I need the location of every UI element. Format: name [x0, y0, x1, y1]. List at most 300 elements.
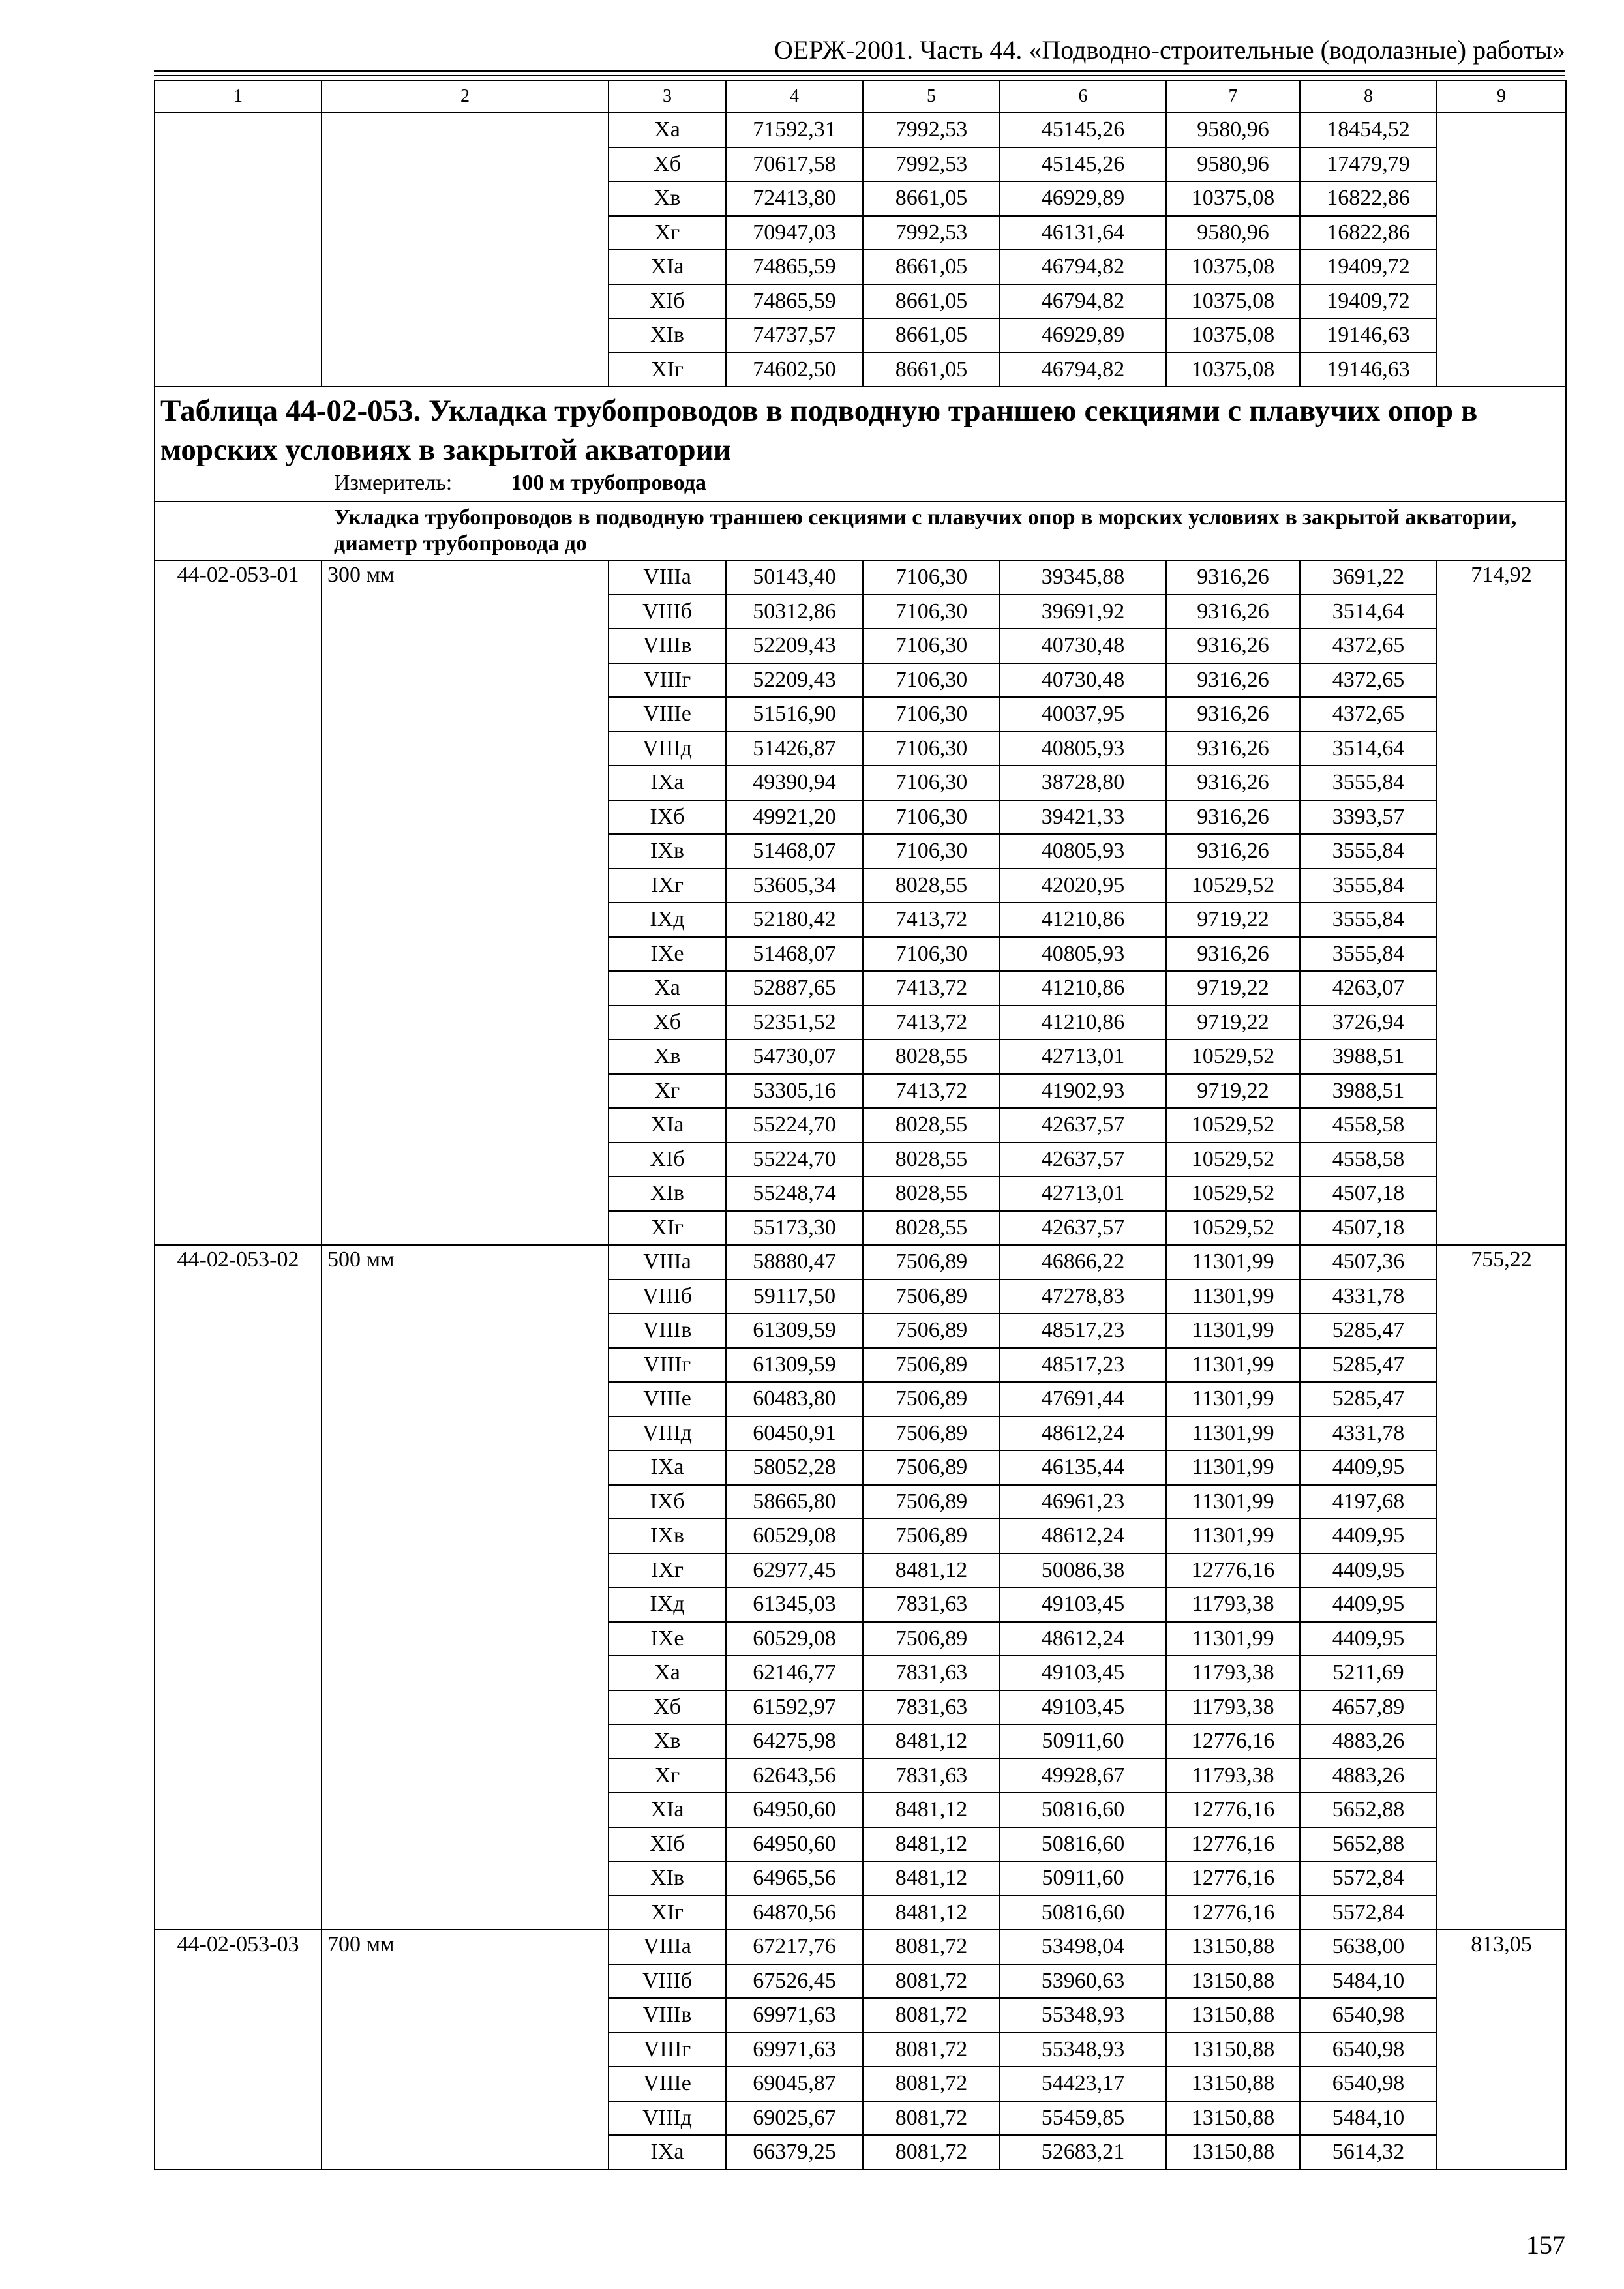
machines-cost-cell: 48612,24	[1000, 1416, 1166, 1451]
zone-cell: IXб	[609, 800, 726, 835]
table-title-cell	[155, 387, 1566, 501]
labor-cost-cell: 8661,05	[863, 318, 1000, 353]
extra-cost-cell: 813,05	[1437, 1930, 1566, 2170]
direct-costs-cell: 64965,56	[726, 1861, 863, 1896]
labor-cost-cell: 7506,89	[863, 1279, 1000, 1314]
page-number: 157	[1526, 2230, 1565, 2260]
labor-cost-cell: 7413,72	[863, 1074, 1000, 1109]
labor-cost-cell: 7106,30	[863, 663, 1000, 698]
materials-cost-cell: 5614,32	[1300, 2135, 1437, 2170]
materials-cost-cell: 18454,52	[1300, 113, 1437, 147]
zone-cell: VIIIд	[609, 1416, 726, 1451]
zone-cell: VIIIд	[609, 2101, 726, 2136]
column-number: 3	[609, 80, 726, 113]
operators-wage-cell: 11301,99	[1166, 1279, 1300, 1314]
labor-cost-cell: 8028,55	[863, 1176, 1000, 1211]
materials-cost-cell: 4331,78	[1300, 1279, 1437, 1314]
direct-costs-cell: 62643,56	[726, 1759, 863, 1793]
zone-cell: VIIIб	[609, 595, 726, 629]
zone-cell: Xб	[609, 1006, 726, 1040]
zone-cell: XIa	[609, 1793, 726, 1827]
materials-cost-cell: 5211,69	[1300, 1656, 1437, 1690]
labor-cost-cell: 8028,55	[863, 1040, 1000, 1074]
direct-costs-cell: 70947,03	[726, 216, 863, 250]
labor-cost-cell: 8028,55	[863, 1108, 1000, 1143]
machines-cost-cell: 39691,92	[1000, 595, 1166, 629]
extra-cost-cell: 755,22	[1437, 1245, 1566, 1930]
zone-cell: VIIIa	[609, 1930, 726, 1964]
direct-costs-cell: 58052,28	[726, 1450, 863, 1485]
zone-cell: Xв	[609, 181, 726, 216]
direct-costs-cell: 53305,16	[726, 1074, 863, 1109]
materials-cost-cell: 3555,84	[1300, 869, 1437, 903]
operators-wage-cell: 9316,26	[1166, 937, 1300, 972]
machines-cost-cell: 53498,04	[1000, 1930, 1166, 1964]
labor-cost-cell: 7831,63	[863, 1759, 1000, 1793]
direct-costs-cell: 70617,58	[726, 147, 863, 182]
operators-wage-cell: 13150,88	[1166, 2101, 1300, 2136]
direct-costs-cell: 69971,63	[726, 2033, 863, 2067]
machines-cost-cell: 46794,82	[1000, 284, 1166, 319]
machines-cost-cell: 46866,22	[1000, 1245, 1166, 1279]
machines-cost-cell: 46929,89	[1000, 318, 1166, 353]
machines-cost-cell: 40730,48	[1000, 629, 1166, 663]
machines-cost-cell: 48517,23	[1000, 1348, 1166, 1383]
running-header: ОЕРЖ-2001. Часть 44. «Подводно-строительные (водолазные) работы»	[774, 35, 1565, 65]
direct-costs-cell: 61309,59	[726, 1348, 863, 1383]
zone-cell: IXд	[609, 903, 726, 937]
zone-cell: IXв	[609, 1519, 726, 1553]
direct-costs-cell: 49390,94	[726, 766, 863, 800]
operators-wage-cell: 11301,99	[1166, 1416, 1300, 1451]
direct-costs-cell: 59117,50	[726, 1279, 863, 1314]
operators-wage-cell: 12776,16	[1166, 1827, 1300, 1862]
operators-wage-cell: 9719,22	[1166, 903, 1300, 937]
machines-cost-cell: 46794,82	[1000, 353, 1166, 387]
materials-cost-cell: 5285,47	[1300, 1313, 1437, 1348]
direct-costs-cell: 61309,59	[726, 1313, 863, 1348]
direct-costs-cell: 69025,67	[726, 2101, 863, 2136]
labor-cost-cell: 8081,72	[863, 2101, 1000, 2136]
direct-costs-cell: 71592,31	[726, 113, 863, 147]
machines-cost-cell: 50816,60	[1000, 1793, 1166, 1827]
machines-cost-cell: 46794,82	[1000, 250, 1166, 284]
section-heading-row	[155, 501, 1566, 560]
direct-costs-cell: 74737,57	[726, 318, 863, 353]
labor-cost-cell: 8481,12	[863, 1793, 1000, 1827]
machines-cost-cell: 47278,83	[1000, 1279, 1166, 1314]
labor-cost-cell: 7506,89	[863, 1450, 1000, 1485]
operators-wage-cell: 9580,96	[1166, 113, 1300, 147]
labor-cost-cell: 8661,05	[863, 250, 1000, 284]
operators-wage-cell: 11301,99	[1166, 1450, 1300, 1485]
operators-wage-cell: 9316,26	[1166, 800, 1300, 835]
labor-cost-cell: 8481,12	[863, 1861, 1000, 1896]
labor-cost-cell: 8661,05	[863, 181, 1000, 216]
labor-cost-cell: 7413,72	[863, 971, 1000, 1006]
operators-wage-cell: 13150,88	[1166, 1930, 1300, 1964]
zone-cell: Xг	[609, 1074, 726, 1109]
machines-cost-cell: 40805,93	[1000, 937, 1166, 972]
labor-cost-cell: 7106,30	[863, 834, 1000, 869]
operators-wage-cell: 9719,22	[1166, 971, 1300, 1006]
materials-cost-cell: 3691,22	[1300, 560, 1437, 595]
operators-wage-cell: 12776,16	[1166, 1793, 1300, 1827]
operators-wage-cell: 10529,52	[1166, 1040, 1300, 1074]
measure-unit-line	[334, 470, 1560, 497]
direct-costs-cell: 67526,45	[726, 1964, 863, 1999]
rates-table	[154, 80, 1567, 2170]
materials-cost-cell: 17479,79	[1300, 147, 1437, 182]
code-cell: 44-02-053-02	[155, 1245, 322, 1930]
measure-unit: 100 м трубопровода	[511, 471, 707, 495]
machines-cost-cell: 46929,89	[1000, 181, 1166, 216]
direct-costs-cell: 51468,07	[726, 937, 863, 972]
labor-cost-cell: 7413,72	[863, 1006, 1000, 1040]
table-title: Таблица 44-02-053. Укладка трубопроводов в подводную траншею секциями с плавучих опор в морских условиях в закрытой акватории	[160, 394, 1478, 467]
zone-cell: IXв	[609, 834, 726, 869]
machines-cost-cell: 45145,26	[1000, 147, 1166, 182]
materials-cost-cell: 3514,64	[1300, 595, 1437, 629]
operators-wage-cell: 11793,38	[1166, 1656, 1300, 1690]
materials-cost-cell: 5652,88	[1300, 1793, 1437, 1827]
labor-cost-cell: 7506,89	[863, 1313, 1000, 1348]
zone-cell: Xв	[609, 1724, 726, 1759]
labor-cost-cell: 8028,55	[863, 869, 1000, 903]
labor-cost-cell: 8081,72	[863, 1998, 1000, 2033]
zone-cell: Xa	[609, 971, 726, 1006]
operators-wage-cell: 11301,99	[1166, 1485, 1300, 1519]
operators-wage-cell: 12776,16	[1166, 1724, 1300, 1759]
materials-cost-cell: 5572,84	[1300, 1861, 1437, 1896]
labor-cost-cell: 8481,12	[863, 1827, 1000, 1862]
machines-cost-cell: 40037,95	[1000, 697, 1166, 732]
direct-costs-cell: 54730,07	[726, 1040, 863, 1074]
materials-cost-cell: 4409,95	[1300, 1450, 1437, 1485]
materials-cost-cell: 5484,10	[1300, 1964, 1437, 1999]
labor-cost-cell: 7506,89	[863, 1348, 1000, 1383]
machines-cost-cell: 49103,45	[1000, 1656, 1166, 1690]
machines-cost-cell: 47691,44	[1000, 1382, 1166, 1416]
direct-costs-cell: 60483,80	[726, 1382, 863, 1416]
labor-cost-cell: 7992,53	[863, 147, 1000, 182]
materials-cost-cell: 3988,51	[1300, 1040, 1437, 1074]
direct-costs-cell: 55224,70	[726, 1143, 863, 1177]
materials-cost-cell: 6540,98	[1300, 2033, 1437, 2067]
measure-label: Измеритель:	[334, 471, 453, 495]
labor-cost-cell: 7106,30	[863, 629, 1000, 663]
direct-costs-cell: 60450,91	[726, 1416, 863, 1451]
operators-wage-cell: 9719,22	[1166, 1006, 1300, 1040]
materials-cost-cell: 3555,84	[1300, 766, 1437, 800]
direct-costs-cell: 49921,20	[726, 800, 863, 835]
zone-cell: Xa	[609, 1656, 726, 1690]
direct-costs-cell: 52209,43	[726, 663, 863, 698]
machines-cost-cell: 42637,57	[1000, 1108, 1166, 1143]
materials-cost-cell: 3988,51	[1300, 1074, 1437, 1109]
operators-wage-cell: 9316,26	[1166, 560, 1300, 595]
direct-costs-cell: 55248,74	[726, 1176, 863, 1211]
machines-cost-cell: 48517,23	[1000, 1313, 1166, 1348]
zone-cell: VIIIд	[609, 732, 726, 766]
direct-costs-cell: 61592,97	[726, 1690, 863, 1725]
materials-cost-cell: 4372,65	[1300, 663, 1437, 698]
column-number: 4	[726, 80, 863, 113]
machines-cost-cell: 46135,44	[1000, 1450, 1166, 1485]
materials-cost-cell: 5638,00	[1300, 1930, 1437, 1964]
operators-wage-cell: 11301,99	[1166, 1382, 1300, 1416]
direct-costs-cell: 55224,70	[726, 1108, 863, 1143]
direct-costs-cell: 64950,60	[726, 1793, 863, 1827]
labor-cost-cell: 8661,05	[863, 284, 1000, 319]
labor-cost-cell: 8481,12	[863, 1896, 1000, 1930]
direct-costs-cell: 60529,08	[726, 1622, 863, 1656]
operators-wage-cell: 9316,26	[1166, 663, 1300, 698]
operators-wage-cell: 10529,52	[1166, 1108, 1300, 1143]
machines-cost-cell: 48612,24	[1000, 1622, 1166, 1656]
zone-cell: Xб	[609, 1690, 726, 1725]
direct-costs-cell: 52180,42	[726, 903, 863, 937]
operators-wage-cell: 10375,08	[1166, 181, 1300, 216]
materials-cost-cell: 3555,84	[1300, 834, 1437, 869]
name-cell	[322, 113, 609, 387]
machines-cost-cell: 49103,45	[1000, 1690, 1166, 1725]
zone-cell: VIIIв	[609, 1313, 726, 1348]
machines-cost-cell: 41902,93	[1000, 1074, 1166, 1109]
zone-cell: XIг	[609, 353, 726, 387]
labor-cost-cell: 7506,89	[863, 1519, 1000, 1553]
zone-cell: VIIIв	[609, 1998, 726, 2033]
zone-cell: IXд	[609, 1587, 726, 1622]
direct-costs-cell: 67217,76	[726, 1930, 863, 1964]
direct-costs-cell: 51426,87	[726, 732, 863, 766]
materials-cost-cell: 6540,98	[1300, 2067, 1437, 2101]
zone-cell: XIa	[609, 250, 726, 284]
zone-cell: IXе	[609, 937, 726, 972]
operators-wage-cell: 10529,52	[1166, 1211, 1300, 1246]
direct-costs-cell: 74865,59	[726, 250, 863, 284]
machines-cost-cell: 46131,64	[1000, 216, 1166, 250]
operators-wage-cell: 12776,16	[1166, 1861, 1300, 1896]
materials-cost-cell: 3514,64	[1300, 732, 1437, 766]
direct-costs-cell: 72413,80	[726, 181, 863, 216]
direct-costs-cell: 51468,07	[726, 834, 863, 869]
direct-costs-cell: 61345,03	[726, 1587, 863, 1622]
name-cell: 700 мм	[322, 1930, 609, 2170]
zone-cell: XIв	[609, 318, 726, 353]
materials-cost-cell: 4263,07	[1300, 971, 1437, 1006]
direct-costs-cell: 58665,80	[726, 1485, 863, 1519]
labor-cost-cell: 8481,12	[863, 1553, 1000, 1588]
operators-wage-cell: 11793,38	[1166, 1690, 1300, 1725]
labor-cost-cell: 8028,55	[863, 1143, 1000, 1177]
materials-cost-cell: 6540,98	[1300, 1998, 1437, 2033]
table-row	[155, 1930, 1566, 1964]
zone-cell: VIIIе	[609, 2067, 726, 2101]
operators-wage-cell: 11301,99	[1166, 1348, 1300, 1383]
materials-cost-cell: 4883,26	[1300, 1724, 1437, 1759]
labor-cost-cell: 8081,72	[863, 2033, 1000, 2067]
zone-cell: Xa	[609, 113, 726, 147]
zone-cell: Xв	[609, 1040, 726, 1074]
machines-cost-cell: 42713,01	[1000, 1040, 1166, 1074]
machines-cost-cell: 42713,01	[1000, 1176, 1166, 1211]
materials-cost-cell: 19409,72	[1300, 284, 1437, 319]
section-heading: Укладка трубопроводов в подводную траншею секциями с плавучих опор в морских условиях в закрытой акватории, диаметр трубопровода до	[155, 501, 1566, 560]
operators-wage-cell: 10375,08	[1166, 353, 1300, 387]
code-cell: 44-02-053-01	[155, 560, 322, 1245]
column-number: 9	[1437, 80, 1566, 113]
table-row	[155, 1245, 1566, 1279]
machines-cost-cell: 42020,95	[1000, 869, 1166, 903]
labor-cost-cell: 7506,89	[863, 1416, 1000, 1451]
machines-cost-cell: 50816,60	[1000, 1827, 1166, 1862]
materials-cost-cell: 3555,84	[1300, 937, 1437, 972]
direct-costs-cell: 64275,98	[726, 1724, 863, 1759]
zone-cell: VIIIб	[609, 1279, 726, 1314]
zone-cell: XIв	[609, 1861, 726, 1896]
labor-cost-cell: 7831,63	[863, 1656, 1000, 1690]
extra-cost-cell: 714,92	[1437, 560, 1566, 1245]
operators-wage-cell: 10375,08	[1166, 318, 1300, 353]
materials-cost-cell: 5652,88	[1300, 1827, 1437, 1862]
zone-cell: IXa	[609, 766, 726, 800]
zone-cell: IXг	[609, 1553, 726, 1588]
operators-wage-cell: 9580,96	[1166, 147, 1300, 182]
zone-cell: XIб	[609, 284, 726, 319]
column-number: 5	[863, 80, 1000, 113]
direct-costs-cell: 64870,56	[726, 1896, 863, 1930]
zone-cell: VIIIг	[609, 2033, 726, 2067]
operators-wage-cell: 11301,99	[1166, 1519, 1300, 1553]
table-body	[155, 80, 1566, 2170]
operators-wage-cell: 9316,26	[1166, 629, 1300, 663]
header-rule	[154, 75, 1565, 76]
machines-cost-cell: 41210,86	[1000, 971, 1166, 1006]
machines-cost-cell: 50086,38	[1000, 1553, 1166, 1588]
machines-cost-cell: 40805,93	[1000, 834, 1166, 869]
operators-wage-cell: 12776,16	[1166, 1553, 1300, 1588]
machines-cost-cell: 39345,88	[1000, 560, 1166, 595]
zone-cell: XIв	[609, 1176, 726, 1211]
materials-cost-cell: 4372,65	[1300, 629, 1437, 663]
labor-cost-cell: 7106,30	[863, 732, 1000, 766]
operators-wage-cell: 13150,88	[1166, 2033, 1300, 2067]
operators-wage-cell: 13150,88	[1166, 2067, 1300, 2101]
zone-cell: VIIIе	[609, 697, 726, 732]
direct-costs-cell: 50312,86	[726, 595, 863, 629]
zone-cell: IXе	[609, 1622, 726, 1656]
machines-cost-cell: 52683,21	[1000, 2135, 1166, 2170]
machines-cost-cell: 45145,26	[1000, 113, 1166, 147]
operators-wage-cell: 13150,88	[1166, 1964, 1300, 1999]
zone-cell: VIIIб	[609, 1964, 726, 1999]
direct-costs-cell: 52887,65	[726, 971, 863, 1006]
machines-cost-cell: 40730,48	[1000, 663, 1166, 698]
labor-cost-cell: 7506,89	[863, 1485, 1000, 1519]
operators-wage-cell: 9316,26	[1166, 766, 1300, 800]
zone-cell: Xг	[609, 216, 726, 250]
materials-cost-cell: 4197,68	[1300, 1485, 1437, 1519]
direct-costs-cell: 55173,30	[726, 1211, 863, 1246]
materials-cost-cell: 19146,63	[1300, 353, 1437, 387]
direct-costs-cell: 62977,45	[726, 1553, 863, 1588]
machines-cost-cell: 50911,60	[1000, 1724, 1166, 1759]
direct-costs-cell: 69971,63	[726, 1998, 863, 2033]
labor-cost-cell: 7106,30	[863, 560, 1000, 595]
zone-cell: XIa	[609, 1108, 726, 1143]
machines-cost-cell: 40805,93	[1000, 732, 1166, 766]
operators-wage-cell: 10529,52	[1166, 1176, 1300, 1211]
direct-costs-cell: 53605,34	[726, 869, 863, 903]
operators-wage-cell: 9580,96	[1166, 216, 1300, 250]
zone-cell: Xб	[609, 147, 726, 182]
labor-cost-cell: 8081,72	[863, 2135, 1000, 2170]
labor-cost-cell: 7506,89	[863, 1245, 1000, 1279]
operators-wage-cell: 13150,88	[1166, 2135, 1300, 2170]
materials-cost-cell: 19409,72	[1300, 250, 1437, 284]
machines-cost-cell: 38728,80	[1000, 766, 1166, 800]
operators-wage-cell: 10375,08	[1166, 284, 1300, 319]
direct-costs-cell: 66379,25	[726, 2135, 863, 2170]
materials-cost-cell: 4507,18	[1300, 1211, 1437, 1246]
operators-wage-cell: 9316,26	[1166, 697, 1300, 732]
operators-wage-cell: 10529,52	[1166, 1143, 1300, 1177]
code-cell	[155, 113, 322, 387]
table-row	[155, 113, 1566, 147]
labor-cost-cell: 7413,72	[863, 903, 1000, 937]
column-number: 7	[1166, 80, 1300, 113]
direct-costs-cell: 52351,52	[726, 1006, 863, 1040]
labor-cost-cell: 7831,63	[863, 1587, 1000, 1622]
zone-cell: XIб	[609, 1143, 726, 1177]
machines-cost-cell: 55348,93	[1000, 1998, 1166, 2033]
operators-wage-cell: 9719,22	[1166, 1074, 1300, 1109]
machines-cost-cell: 50816,60	[1000, 1896, 1166, 1930]
labor-cost-cell: 8028,55	[863, 1211, 1000, 1246]
materials-cost-cell: 5484,10	[1300, 2101, 1437, 2136]
zone-cell: VIIIе	[609, 1382, 726, 1416]
materials-cost-cell: 4883,26	[1300, 1759, 1437, 1793]
column-number: 6	[1000, 80, 1166, 113]
machines-cost-cell: 53960,63	[1000, 1964, 1166, 1999]
operators-wage-cell: 11793,38	[1166, 1587, 1300, 1622]
materials-cost-cell: 4657,89	[1300, 1690, 1437, 1725]
materials-cost-cell: 19146,63	[1300, 318, 1437, 353]
labor-cost-cell: 7106,30	[863, 766, 1000, 800]
zone-cell: XIб	[609, 1827, 726, 1862]
materials-cost-cell: 3393,57	[1300, 800, 1437, 835]
zone-cell: IXб	[609, 1485, 726, 1519]
labor-cost-cell: 7106,30	[863, 697, 1000, 732]
direct-costs-cell: 62146,77	[726, 1656, 863, 1690]
direct-costs-cell: 74865,59	[726, 284, 863, 319]
direct-costs-cell: 52209,43	[726, 629, 863, 663]
materials-cost-cell: 5572,84	[1300, 1896, 1437, 1930]
materials-cost-cell: 4409,95	[1300, 1587, 1437, 1622]
labor-cost-cell: 7506,89	[863, 1382, 1000, 1416]
zone-cell: VIIIг	[609, 663, 726, 698]
direct-costs-cell: 51516,90	[726, 697, 863, 732]
zone-cell: IXa	[609, 2135, 726, 2170]
operators-wage-cell: 12776,16	[1166, 1896, 1300, 1930]
materials-cost-cell: 4558,58	[1300, 1143, 1437, 1177]
machines-cost-cell: 49928,67	[1000, 1759, 1166, 1793]
operators-wage-cell: 9316,26	[1166, 595, 1300, 629]
operators-wage-cell: 13150,88	[1166, 1998, 1300, 2033]
operators-wage-cell: 11301,99	[1166, 1622, 1300, 1656]
labor-cost-cell: 8081,72	[863, 2067, 1000, 2101]
